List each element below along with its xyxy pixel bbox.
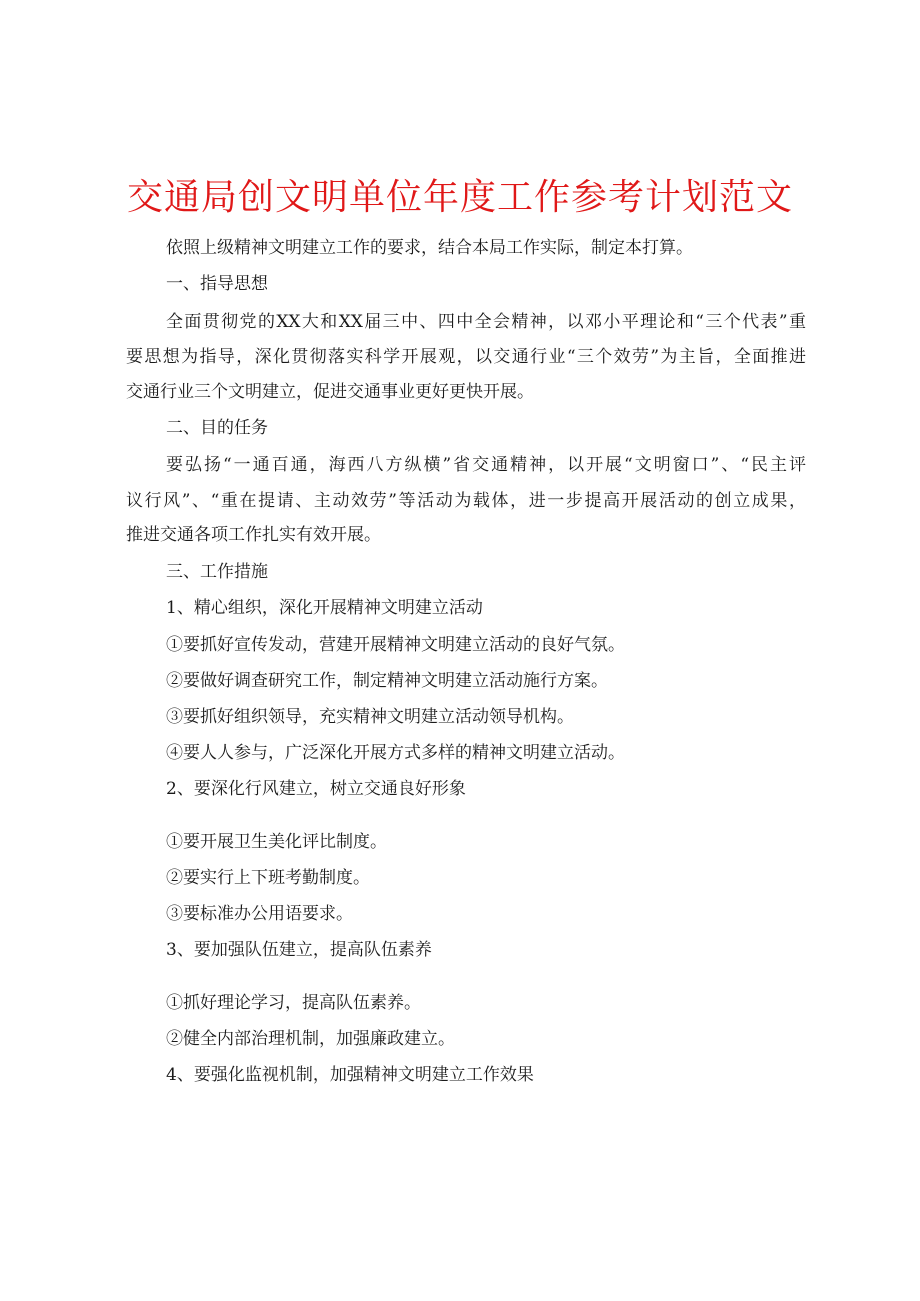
- list-item: ③要标准办公用语要求。: [166, 904, 353, 924]
- list-item: ②健全内部治理机制，加强廉政建立。: [166, 1029, 455, 1049]
- paragraph-line: 要弘扬“一通百通，海西八方纵横”省交通精神，以开展“文明窗口”、“民主评: [166, 455, 806, 475]
- paragraph-line: 推进交通各项工作扎实有效开展。: [126, 525, 381, 545]
- list-item: ③要抓好组织领导，充实精神文明建立活动领导机构。: [166, 707, 574, 727]
- list-item: ①抓好理论学习，提高队伍素养。: [166, 993, 421, 1013]
- list-item: ②要做好调查研究工作，制定精神文明建立活动施行方案。: [166, 671, 608, 691]
- document-title: 交通局创文明单位年度工作参考计划范文: [126, 177, 793, 218]
- list-item: ①要抓好宣传发动，营建开展精神文明建立活动的良好气氛。: [166, 635, 625, 655]
- section-heading-guiding-thought: 一、指导思想: [166, 274, 268, 294]
- intro-paragraph: 依照上级精神文明建立工作的要求，结合本局工作实际，制定本打算。: [166, 238, 693, 258]
- paragraph-line: 要思想为指导，深化贯彻落实科学开展观，以交通行业“三个效劳”为主旨，全面推进: [126, 347, 806, 367]
- paragraph-line: 议行风”、“重在提请、主动效劳”等活动为载体，进一步提高开展活动的创立成果，: [126, 491, 806, 511]
- section-heading-objectives: 二、目的任务: [166, 418, 268, 438]
- measure-item-4: 4、要强化监视机制，加强精神文明建立工作效果: [166, 1065, 534, 1085]
- section-heading-measures: 三、工作措施: [166, 562, 268, 582]
- list-item: ②要实行上下班考勤制度。: [166, 868, 370, 888]
- list-item: ①要开展卫生美化评比制度。: [166, 832, 387, 852]
- list-item: ④要人人参与，广泛深化开展方式多样的精神文明建立活动。: [166, 743, 625, 763]
- paragraph-line: 全面贯彻党的XX大和XX届三中、四中全会精神，以邓小平理论和“三个代表”重: [166, 312, 806, 332]
- paragraph-line: 交通行业三个文明建立，促进交通事业更好更快开展。: [126, 382, 534, 402]
- measure-item-3: 3、要加强队伍建立，提高队伍素养: [166, 940, 432, 960]
- measure-item-2: 2、要深化行风建立，树立交通良好形象: [166, 779, 466, 799]
- measure-item-1: 1、精心组织，深化开展精神文明建立活动: [166, 598, 483, 618]
